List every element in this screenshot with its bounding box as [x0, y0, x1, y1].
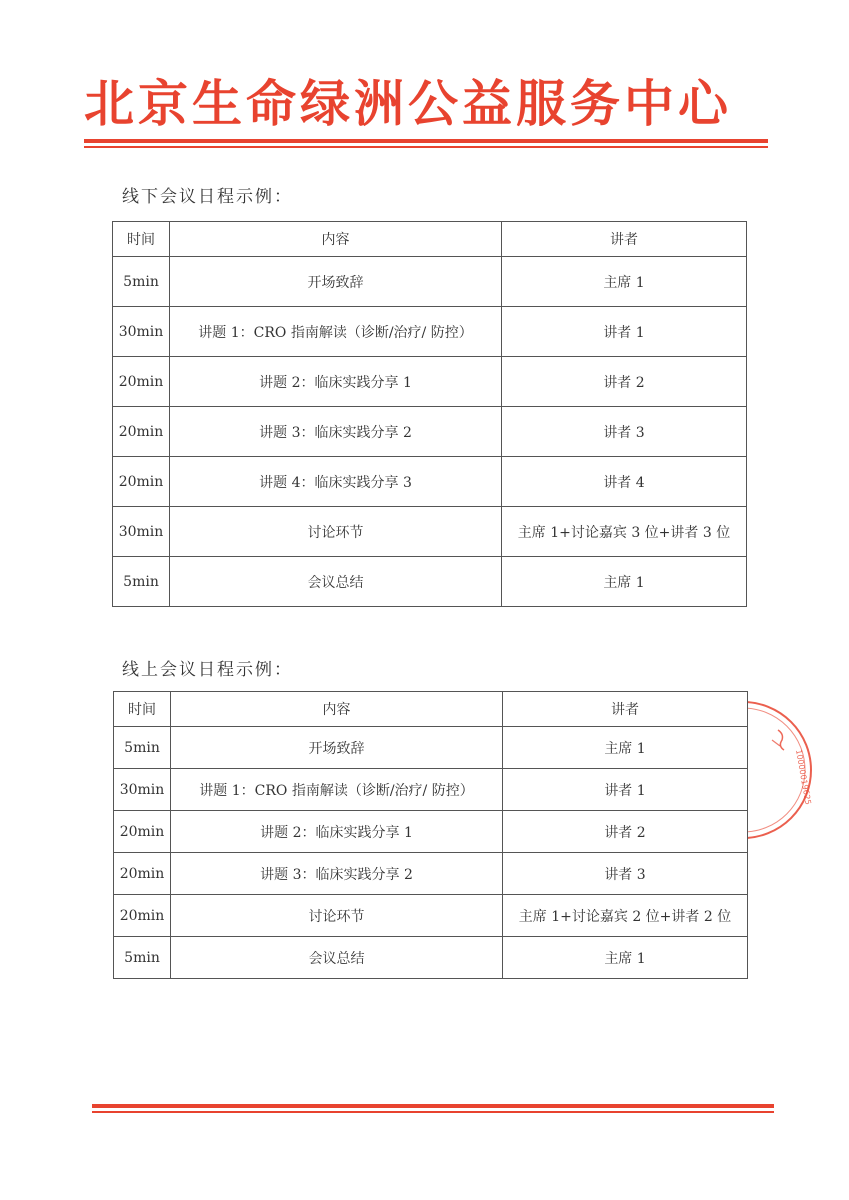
cell-time: 5min — [114, 937, 171, 979]
table-row — [114, 853, 748, 895]
cell-time: 5min — [113, 257, 170, 307]
cell-content: 讲题 2：临床实践分享 1 — [171, 811, 503, 853]
cell-time: 20min — [114, 853, 171, 895]
cell-time: 20min — [113, 457, 170, 507]
cell-speaker: 讲者 3 — [502, 407, 747, 457]
cell-time: 30min — [114, 769, 171, 811]
online-section-label: 线上会议日程示例： — [122, 660, 293, 680]
cell-content: 开场致辞 — [171, 727, 503, 769]
cell-time: 20min — [114, 811, 171, 853]
cell-content: 讲题 3：临床实践分享 2 — [170, 407, 502, 457]
column-header-speaker: 讲者 — [502, 222, 747, 257]
table-row — [114, 769, 748, 811]
cell-content: 开场致辞 — [170, 257, 502, 307]
table-row — [114, 727, 748, 769]
cell-time: 30min — [113, 307, 170, 357]
cell-speaker: 主席 1 — [502, 257, 747, 307]
cell-speaker: 主席 1+讨论嘉宾 3 位+讲者 3 位 — [502, 507, 747, 557]
column-header-content: 内容 — [170, 222, 502, 257]
header-rule-thick — [84, 139, 768, 143]
cell-content: 讲题 4：临床实践分享 3 — [170, 457, 502, 507]
table-row — [113, 457, 747, 507]
cell-time: 20min — [113, 357, 170, 407]
cell-speaker: 主席 1 — [502, 557, 747, 607]
offline-section-label: 线下会议日程示例： — [122, 187, 293, 207]
footer-rule-thick — [92, 1104, 774, 1108]
table-header-row — [114, 692, 748, 727]
column-header-content: 内容 — [171, 692, 503, 727]
cell-time: 20min — [114, 895, 171, 937]
table-row — [113, 557, 747, 607]
table-row — [113, 507, 747, 557]
cell-content: 会议总结 — [170, 557, 502, 607]
cell-time: 5min — [113, 557, 170, 607]
header-rule-thin — [84, 146, 768, 148]
svg-text:10000019625: 10000019625 — [794, 748, 813, 806]
cell-speaker: 主席 1 — [503, 727, 748, 769]
cell-speaker: 主席 1 — [503, 937, 748, 979]
table-row — [113, 407, 747, 457]
cell-content: 讲题 1：CRO 指南解读（诊断/治疗/ 防控） — [171, 769, 503, 811]
table-row — [114, 937, 748, 979]
cell-time: 5min — [114, 727, 171, 769]
org-letterhead-title: 北京生命绿洲公益服务中心 — [84, 75, 732, 133]
cell-content: 讲题 1：CRO 指南解读（诊断/治疗/ 防控） — [170, 307, 502, 357]
online-agenda-table — [113, 691, 748, 979]
cell-speaker: 讲者 1 — [503, 769, 748, 811]
cell-time: 30min — [113, 507, 170, 557]
official-seal-stamp — [748, 690, 828, 850]
table-row — [113, 357, 747, 407]
cell-time: 20min — [113, 407, 170, 457]
cell-content: 讨论环节 — [171, 895, 503, 937]
cell-speaker: 讲者 2 — [503, 811, 748, 853]
cell-content: 讲题 2：临床实践分享 1 — [170, 357, 502, 407]
cell-speaker: 讲者 2 — [502, 357, 747, 407]
table-row — [113, 307, 747, 357]
cell-content: 会议总结 — [171, 937, 503, 979]
cell-speaker: 讲者 1 — [502, 307, 747, 357]
cell-speaker: 讲者 3 — [503, 853, 748, 895]
footer-rule-thin — [92, 1111, 774, 1113]
table-row — [113, 257, 747, 307]
table-row — [114, 811, 748, 853]
column-header-time: 时间 — [114, 692, 171, 727]
cell-speaker: 主席 1+讨论嘉宾 2 位+讲者 2 位 — [503, 895, 748, 937]
cell-content: 讨论环节 — [170, 507, 502, 557]
table-row — [114, 895, 748, 937]
offline-agenda-table — [112, 221, 747, 607]
column-header-time: 时间 — [113, 222, 170, 257]
cell-content: 讲题 3：临床实践分享 2 — [171, 853, 503, 895]
table-header-row — [113, 222, 747, 257]
cell-speaker: 讲者 4 — [502, 457, 747, 507]
column-header-speaker: 讲者 — [503, 692, 748, 727]
